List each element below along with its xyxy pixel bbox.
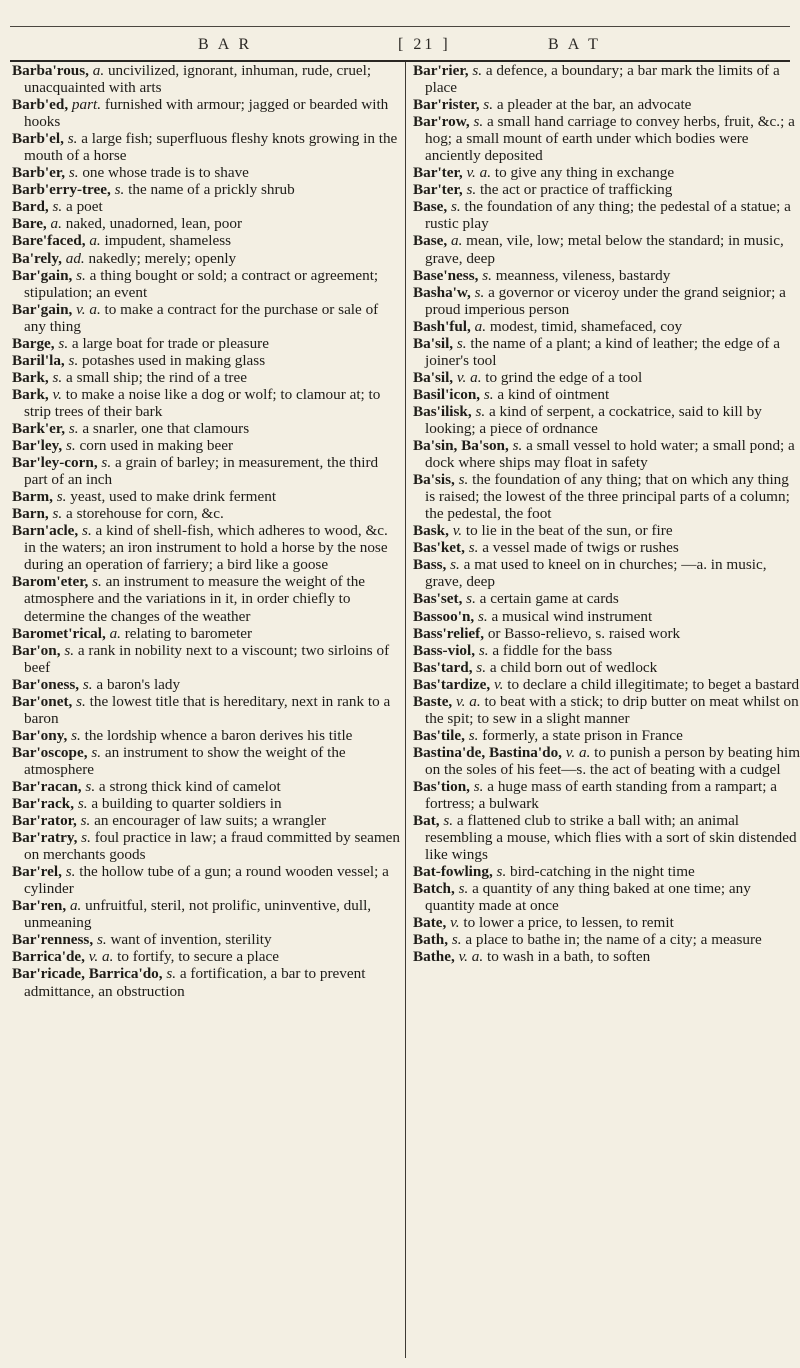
entry-headword: Barge, bbox=[12, 334, 55, 352]
entry-part-of-speech: s. bbox=[451, 931, 462, 949]
dictionary-entry bbox=[12, 96, 400, 130]
entry-part-of-speech: s. bbox=[67, 130, 78, 148]
entry-headword: Batch, bbox=[413, 880, 455, 898]
entry-part-of-speech: v. bbox=[494, 675, 504, 693]
entry-part-of-speech: ad. bbox=[65, 249, 85, 267]
dictionary-entry bbox=[413, 948, 800, 965]
entry-definition: unfruitful, steril, not prolific, uninventive, dull, unmeaning bbox=[24, 897, 372, 932]
entry-headword: Baromet'rical, bbox=[12, 624, 106, 642]
entry-part-of-speech: v. bbox=[450, 914, 460, 932]
header-right: B A T bbox=[548, 36, 601, 53]
entry-headword: Bas'tard, bbox=[413, 658, 473, 676]
dictionary-entry bbox=[12, 863, 400, 897]
entry-definition: to punish a person by beating him on the soles of his feet—s. the act of beating with a cudgel bbox=[425, 743, 800, 778]
dictionary-entry bbox=[12, 948, 400, 965]
entry-headword: Barba'rous, bbox=[12, 62, 89, 79]
dictionary-entry bbox=[413, 727, 800, 744]
entry-headword: Bar'on, bbox=[12, 641, 61, 659]
entry-part-of-speech: s. bbox=[68, 419, 79, 437]
entry-headword: Bard, bbox=[12, 198, 49, 216]
entry-part-of-speech: s. bbox=[476, 658, 487, 676]
running-header bbox=[18, 28, 782, 58]
entry-part-of-speech: v. a. bbox=[565, 743, 591, 761]
dictionary-entry bbox=[413, 62, 800, 96]
entry-headword: Barb'er, bbox=[12, 164, 66, 182]
entry-headword: Bar'gain, bbox=[12, 300, 73, 318]
entry-part-of-speech: s. bbox=[478, 641, 489, 659]
entry-definition: a snarler, one that clamours bbox=[82, 419, 250, 437]
column-divider bbox=[405, 62, 406, 1358]
dictionary-entry bbox=[12, 437, 400, 454]
entry-definition: a grain of barley; in measurement, the third part of an inch bbox=[24, 454, 379, 489]
entry-part-of-speech: s. bbox=[52, 368, 63, 386]
entry-part-of-speech: s. bbox=[52, 505, 63, 523]
entry-definition: to grind the edge of a tool bbox=[485, 368, 643, 386]
entry-definition: a small hand carriage to convey herbs, fruit, &c.; a hog; a small mount of earth under which bodies were anciently deposited bbox=[425, 113, 795, 165]
top-rule bbox=[10, 26, 790, 27]
entry-definition: relating to barometer bbox=[124, 624, 253, 642]
entry-headword: Bastina'de, Bastina'do, bbox=[413, 743, 562, 761]
entry-definition: a small ship; the rind of a tree bbox=[66, 368, 247, 386]
entry-definition: a building to quarter soldiers in bbox=[91, 795, 282, 813]
entry-definition: to beat with a stick; to drip butter on meat whilst on the spit; to sew in a slight manner bbox=[425, 692, 799, 727]
entry-part-of-speech: s. bbox=[71, 726, 81, 744]
dictionary-entry bbox=[413, 556, 800, 590]
entry-definition: a small vessel to hold water; a small pond; a dock where ships may float in safety bbox=[425, 437, 795, 472]
entry-definition: a defence, a boundary; a bar mark the limits of a place bbox=[425, 62, 780, 97]
entry-definition: to fortify, to secure a place bbox=[117, 948, 279, 966]
dictionary-entry bbox=[413, 693, 800, 727]
entry-headword: Bas'set, bbox=[413, 590, 463, 608]
entry-part-of-speech: s. bbox=[468, 726, 479, 744]
right-column bbox=[413, 62, 800, 965]
entry-part-of-speech: a. bbox=[450, 232, 463, 250]
entry-part-of-speech: v. bbox=[452, 522, 463, 540]
entry-part-of-speech: s. bbox=[456, 334, 467, 352]
dictionary-entry bbox=[12, 164, 400, 181]
entry-definition: the foundation of any thing; that on which any thing is raised; the lowest of the three principal parts of a column; the pedestal, the foot bbox=[425, 471, 790, 523]
entry-part-of-speech: part. bbox=[71, 96, 102, 114]
entry-part-of-speech: s. bbox=[68, 351, 79, 369]
entry-part-of-speech: s. bbox=[458, 471, 469, 489]
entry-part-of-speech: s. bbox=[56, 488, 67, 506]
entry-headword: Bas'ket, bbox=[413, 539, 465, 557]
entry-definition: a child born out of wedlock bbox=[489, 658, 658, 676]
entry-headword: Base'ness, bbox=[413, 266, 479, 284]
entry-part-of-speech: s. bbox=[450, 198, 461, 216]
entry-headword: Barb'el, bbox=[12, 130, 64, 148]
entry-definition: a storehouse for corn, &c. bbox=[66, 505, 224, 523]
dictionary-entry bbox=[12, 693, 400, 727]
entry-headword: Bar'gain, bbox=[12, 266, 73, 284]
entry-part-of-speech: a. bbox=[474, 317, 487, 335]
entry-headword: Barom'eter, bbox=[12, 573, 89, 591]
dictionary-entry bbox=[413, 744, 800, 778]
entry-headword: Basha'w, bbox=[413, 283, 471, 301]
entry-headword: Barrica'de, bbox=[12, 948, 85, 966]
dictionary-entry bbox=[413, 914, 800, 931]
entry-headword: Ba'sin, Ba'son, bbox=[413, 437, 509, 455]
entry-part-of-speech: s. bbox=[496, 863, 507, 881]
entry-headword: Bar'row, bbox=[413, 113, 470, 131]
entry-part-of-speech: s. bbox=[85, 777, 96, 795]
entry-part-of-speech: v. a. bbox=[76, 300, 101, 318]
entry-definition: to make a noise like a dog or wolf; to clamour at; to strip trees of their bark bbox=[24, 385, 381, 420]
entry-part-of-speech: s. bbox=[91, 743, 102, 761]
dictionary-entry bbox=[413, 232, 800, 266]
entry-headword: Bark, bbox=[12, 368, 49, 386]
entry-part-of-speech: s. bbox=[81, 829, 91, 847]
entry-headword: Bar'oness, bbox=[12, 675, 80, 693]
entry-headword: Bas'tion, bbox=[413, 777, 470, 795]
entry-part-of-speech: a. bbox=[92, 62, 105, 79]
dictionary-entry bbox=[12, 130, 400, 164]
entry-definition: the foundation of any thing; the pedestal of a statue; a rustic play bbox=[425, 198, 791, 233]
dictionary-entry bbox=[12, 522, 400, 573]
entry-definition: one whose trade is to shave bbox=[82, 164, 249, 182]
dictionary-entry bbox=[413, 113, 800, 164]
entry-part-of-speech: s. bbox=[96, 931, 107, 949]
dictionary-entry bbox=[413, 522, 800, 539]
entry-definition: an encourager of law suits; a wrangler bbox=[94, 812, 327, 830]
entry-part-of-speech: s. bbox=[483, 96, 494, 114]
entry-definition: foul practice in law; a fraud committed by seamen on merchants goods bbox=[24, 829, 401, 864]
dictionary-entry bbox=[413, 318, 800, 335]
entry-part-of-speech: s. bbox=[65, 863, 76, 881]
entry-definition: or Basso-relievo, s. raised work bbox=[487, 624, 681, 642]
entry-part-of-speech: s. bbox=[101, 454, 112, 472]
entry-part-of-speech: s. bbox=[166, 965, 177, 983]
dictionary-entry bbox=[413, 625, 800, 642]
entry-part-of-speech: s. bbox=[76, 692, 86, 710]
entry-definition: to lower a price, to lessen, to remit bbox=[463, 914, 674, 932]
entry-headword: Base, bbox=[413, 232, 448, 250]
dictionary-entry bbox=[12, 812, 400, 829]
entry-part-of-speech: s. bbox=[64, 641, 75, 659]
entry-headword: Bar'ley-corn, bbox=[12, 454, 98, 472]
entry-definition: a rank in nobility next to a viscount; two sirloins of beef bbox=[24, 641, 390, 676]
entry-headword: Bar'rack, bbox=[12, 795, 75, 813]
entry-definition: want of invention, sterility bbox=[110, 931, 272, 949]
entry-part-of-speech: v. a. bbox=[456, 368, 482, 386]
entry-definition: a quantity of any thing baked at one time; any quantity made at once bbox=[425, 880, 751, 915]
entry-part-of-speech: s. bbox=[478, 607, 488, 625]
entry-definition: a baron's lady bbox=[96, 675, 181, 693]
dictionary-entry bbox=[12, 488, 400, 505]
dictionary-entry bbox=[413, 437, 800, 471]
entry-definition: a mat used to kneel on in churches; —a. in music, grave, deep bbox=[425, 556, 767, 591]
dictionary-entry bbox=[12, 897, 400, 931]
entry-part-of-speech: a. bbox=[69, 897, 82, 915]
entry-part-of-speech: s. bbox=[483, 385, 494, 403]
dictionary-entry bbox=[12, 642, 400, 676]
entry-definition: potashes used in making glass bbox=[82, 351, 266, 369]
entry-headword: Bar'rel, bbox=[12, 863, 62, 881]
entry-part-of-speech: a. bbox=[109, 624, 121, 642]
entry-definition: corn used in making beer bbox=[79, 437, 234, 455]
dictionary-entry bbox=[12, 931, 400, 948]
entry-headword: Bass, bbox=[413, 556, 447, 574]
entry-part-of-speech: s. bbox=[82, 522, 92, 540]
entry-headword: Bar'ratry, bbox=[12, 829, 78, 847]
dictionary-entry bbox=[413, 659, 800, 676]
entry-definition: a kind of serpent, a cockatrice, said to kill by looking; a piece of ordnance bbox=[425, 402, 762, 437]
entry-headword: Bar'oscope, bbox=[12, 743, 88, 761]
dictionary-entry bbox=[12, 301, 400, 335]
entry-definition: a large fish; superfluous fleshy knots growing in the mouth of a horse bbox=[24, 130, 398, 165]
entry-headword: Ba'sis, bbox=[413, 471, 455, 489]
dictionary-entry bbox=[413, 267, 800, 284]
entry-definition: the lordship whence a baron derives his title bbox=[84, 726, 353, 744]
entry-definition: meanness, vileness, bastardy bbox=[495, 266, 671, 284]
dictionary-entry bbox=[413, 164, 800, 181]
header-left: B A R bbox=[198, 36, 253, 53]
dictionary-entry bbox=[12, 829, 400, 863]
dictionary-entry bbox=[12, 250, 400, 267]
entry-part-of-speech: s. bbox=[466, 590, 476, 608]
entry-definition: uncivilized, ignorant, inhuman, rude, cruel; unacquainted with arts bbox=[24, 62, 372, 97]
entry-definition: a poet bbox=[66, 198, 103, 216]
entry-headword: Barn'acle, bbox=[12, 522, 79, 540]
entry-headword: Bass-viol, bbox=[413, 641, 476, 659]
entry-part-of-speech: v. a. bbox=[466, 164, 492, 182]
entry-headword: Bass'relief, bbox=[413, 624, 485, 642]
entry-headword: Bate, bbox=[413, 914, 447, 932]
entry-definition: furnished with armour; jagged or bearded with hooks bbox=[24, 96, 389, 131]
entry-headword: Basil'icon, bbox=[413, 385, 481, 403]
entry-part-of-speech: v. a. bbox=[456, 692, 481, 710]
dictionary-entry bbox=[12, 215, 400, 232]
dictionary-entry bbox=[413, 335, 800, 369]
dictionary-entry bbox=[12, 267, 400, 301]
entry-definition: a kind of shell-fish, which adheres to wood, &c. in the waters; an iron instrument to hold a horse by the nose during an operation of farriery; a bird like a goose bbox=[24, 522, 388, 574]
dictionary-entry bbox=[413, 590, 800, 607]
dictionary-entry bbox=[12, 744, 400, 778]
entry-definition: modest, timid, shamefaced, coy bbox=[489, 317, 683, 335]
entry-definition: a vessel made of twigs or rushes bbox=[482, 539, 679, 557]
entry-definition: a kind of ointment bbox=[497, 385, 610, 403]
entry-part-of-speech: s. bbox=[66, 437, 76, 455]
entry-part-of-speech: v. a. bbox=[458, 948, 484, 966]
entry-part-of-speech: s. bbox=[474, 283, 485, 301]
entry-part-of-speech: s. bbox=[468, 539, 479, 557]
dictionary-entry bbox=[12, 232, 400, 249]
entry-part-of-speech: s. bbox=[473, 113, 484, 131]
entry-headword: Ba'sil, bbox=[413, 368, 454, 386]
entry-headword: Bark, bbox=[12, 385, 49, 403]
entry-headword: Barn, bbox=[12, 505, 49, 523]
entry-headword: Ba'rely, bbox=[12, 249, 62, 267]
entry-part-of-speech: s. bbox=[472, 62, 483, 79]
entry-part-of-speech: s. bbox=[80, 812, 91, 830]
entry-headword: Baste, bbox=[413, 692, 453, 710]
entry-headword: Barb'erry-tree, bbox=[12, 181, 111, 199]
entry-definition: a fiddle for the bass bbox=[492, 641, 613, 659]
dictionary-entry bbox=[413, 181, 800, 198]
dictionary-entry bbox=[413, 608, 800, 625]
entry-headword: Bar'ley, bbox=[12, 437, 63, 455]
entry-headword: Bar'rator, bbox=[12, 812, 77, 830]
entry-headword: Barb'ed, bbox=[12, 96, 69, 114]
page-number: [ 21 ] bbox=[398, 36, 451, 53]
entry-headword: Bar'ricade, Barrica'do, bbox=[12, 965, 163, 983]
entry-headword: Bat-fowling, bbox=[413, 863, 493, 881]
dictionary-entry bbox=[12, 625, 400, 642]
entry-headword: Bar'ony, bbox=[12, 726, 68, 744]
entry-headword: Baril'la, bbox=[12, 351, 65, 369]
dictionary-entry bbox=[413, 642, 800, 659]
entry-definition: impudent, shameless bbox=[104, 232, 232, 250]
entry-headword: Bas'tile, bbox=[413, 726, 465, 744]
entry-definition: a governor or viceroy under the grand seignior; a proud imperious person bbox=[425, 283, 786, 318]
dictionary-entry bbox=[12, 505, 400, 522]
entry-headword: Bar'onet, bbox=[12, 692, 73, 710]
left-column bbox=[12, 62, 400, 1000]
entry-headword: Bark'er, bbox=[12, 419, 66, 437]
entry-definition: to make a contract for the purchase or sale of any thing bbox=[24, 300, 379, 335]
dictionary-entry bbox=[12, 965, 400, 999]
entry-part-of-speech: s. bbox=[77, 795, 88, 813]
entry-definition: the lowest title that is hereditary, next in rank to a baron bbox=[24, 692, 391, 727]
entry-definition: a pleader at the bar, an advocate bbox=[496, 96, 692, 114]
entry-definition: the hollow tube of a gun; a round wooden vessel; a cylinder bbox=[24, 863, 389, 898]
entry-definition: a certain game at cards bbox=[479, 590, 619, 608]
entry-definition: the act or practice of trafficking bbox=[479, 181, 673, 199]
entry-part-of-speech: s. bbox=[458, 880, 469, 898]
entry-headword: Barm, bbox=[12, 488, 53, 506]
entry-definition: yeast, used to make drink ferment bbox=[70, 488, 277, 506]
entry-definition: nakedly; merely; openly bbox=[88, 249, 237, 267]
entry-part-of-speech: v. bbox=[52, 385, 62, 403]
entry-headword: Bare'faced, bbox=[12, 232, 86, 250]
dictionary-entry bbox=[413, 386, 800, 403]
dictionary-entry bbox=[12, 676, 400, 693]
entry-definition: to lie in the beat of the sun, or fire bbox=[465, 522, 673, 540]
dictionary-entry bbox=[413, 539, 800, 556]
entry-definition: a strong thick kind of camelot bbox=[98, 777, 281, 795]
dictionary-entry bbox=[413, 403, 800, 437]
entry-headword: Bath, bbox=[413, 931, 449, 949]
entry-part-of-speech: s. bbox=[58, 334, 69, 352]
entry-definition: an instrument to measure the weight of the atmosphere and the variations in it, in order chiefly to determine the changes of the weather bbox=[24, 573, 366, 625]
dictionary-entry bbox=[12, 795, 400, 812]
entry-definition: to declare a child illegitimate; to beget a bastard bbox=[507, 675, 800, 693]
entry-headword: Bar'rister, bbox=[413, 96, 480, 114]
dictionary-entry bbox=[12, 369, 400, 386]
dictionary-entry bbox=[12, 454, 400, 488]
entry-definition: a thing bought or sold; a contract or agreement; stipulation; an event bbox=[24, 266, 379, 301]
entry-part-of-speech: s. bbox=[76, 266, 86, 284]
entry-headword: Bar'ter, bbox=[413, 181, 463, 199]
entry-part-of-speech: s. bbox=[475, 402, 486, 420]
entry-part-of-speech: s. bbox=[482, 266, 492, 284]
entry-definition: mean, vile, low; metal below the standard; in music, grave, deep bbox=[425, 232, 784, 267]
entry-part-of-speech: s. bbox=[92, 573, 102, 591]
dictionary-entry bbox=[12, 420, 400, 437]
dictionary-entry bbox=[12, 181, 400, 198]
entry-headword: Bassoo'n, bbox=[413, 607, 475, 625]
dictionary-entry bbox=[12, 198, 400, 215]
dictionary-entry bbox=[413, 676, 800, 693]
entry-headword: Bask, bbox=[413, 522, 449, 540]
entry-part-of-speech: a. bbox=[89, 232, 101, 250]
dictionary-entry bbox=[12, 778, 400, 795]
entry-part-of-speech: a. bbox=[50, 215, 62, 233]
entry-definition: an instrument to show the weight of the atmosphere bbox=[24, 743, 346, 778]
entry-definition: to give any thing in exchange bbox=[494, 164, 675, 182]
entry-part-of-speech: s. bbox=[512, 437, 523, 455]
entry-definition: the name of a prickly shrub bbox=[128, 181, 295, 199]
entry-headword: Bar'ter, bbox=[413, 164, 463, 182]
entry-part-of-speech: s. bbox=[443, 812, 454, 830]
entry-headword: Bat, bbox=[413, 812, 440, 830]
dictionary-entry bbox=[413, 471, 800, 522]
entry-definition: the name of a plant; a kind of leather; the edge of a joiner's tool bbox=[425, 334, 780, 369]
dictionary-entry bbox=[12, 386, 400, 420]
entry-definition: a place to bathe in; the name of a city; a measure bbox=[465, 931, 762, 949]
entry-part-of-speech: s. bbox=[473, 777, 484, 795]
dictionary-entry bbox=[12, 573, 400, 624]
dictionary-entry bbox=[413, 863, 800, 880]
entry-headword: Bar'renness, bbox=[12, 931, 94, 949]
entry-headword: Bas'tardize, bbox=[413, 675, 491, 693]
dictionary-entry bbox=[413, 284, 800, 318]
dictionary-entry bbox=[413, 96, 800, 113]
entry-part-of-speech: s. bbox=[68, 164, 79, 182]
dictionary-entry bbox=[413, 931, 800, 948]
entry-part-of-speech: s. bbox=[52, 198, 63, 216]
entry-definition: a huge mass of earth standing from a rampart; a fortress; a bulwark bbox=[425, 777, 778, 813]
entry-headword: Bathe, bbox=[413, 948, 455, 966]
entry-headword: Ba'sil, bbox=[413, 334, 454, 352]
entry-headword: Bar'ren, bbox=[12, 897, 67, 915]
entry-headword: Bar'racan, bbox=[12, 777, 82, 795]
entry-headword: Bas'ilisk, bbox=[413, 402, 472, 420]
entry-definition: a flattened club to strike a ball with; an animal resembling a mouse, which flies with a sort of skin distended like wings bbox=[425, 812, 797, 864]
entry-definition: naked, unadorned, lean, poor bbox=[65, 215, 242, 233]
dictionary-entry bbox=[12, 335, 400, 352]
dictionary-entry bbox=[12, 727, 400, 744]
entry-part-of-speech: v. a. bbox=[88, 948, 114, 966]
entry-part-of-speech: s. bbox=[466, 181, 477, 199]
entry-definition: a large boat for trade or pleasure bbox=[71, 334, 269, 352]
dictionary-entry bbox=[413, 880, 800, 914]
entry-definition: to wash in a bath, to soften bbox=[486, 948, 651, 966]
dictionary-entry bbox=[413, 778, 800, 812]
entry-definition: a musical wind instrument bbox=[491, 607, 653, 625]
dictionary-entry bbox=[12, 352, 400, 369]
dictionary-entry bbox=[413, 369, 800, 386]
entry-headword: Bash'ful, bbox=[413, 317, 471, 335]
entry-definition: formerly, a state prison in France bbox=[482, 726, 683, 744]
dictionary-entry bbox=[413, 812, 800, 863]
entry-headword: Bare, bbox=[12, 215, 47, 233]
entry-headword: Base, bbox=[413, 198, 448, 216]
dictionary-entry bbox=[413, 198, 800, 232]
entry-definition: a fortification, a bar to prevent admittance, an obstruction bbox=[24, 965, 366, 1000]
dictionary-entry bbox=[12, 62, 400, 96]
entry-part-of-speech: s. bbox=[450, 556, 460, 574]
entry-part-of-speech: s. bbox=[82, 675, 93, 693]
entry-headword: Bar'rier, bbox=[413, 62, 469, 79]
entry-part-of-speech: s. bbox=[114, 181, 125, 199]
entry-definition: bird-catching in the night time bbox=[510, 863, 695, 881]
